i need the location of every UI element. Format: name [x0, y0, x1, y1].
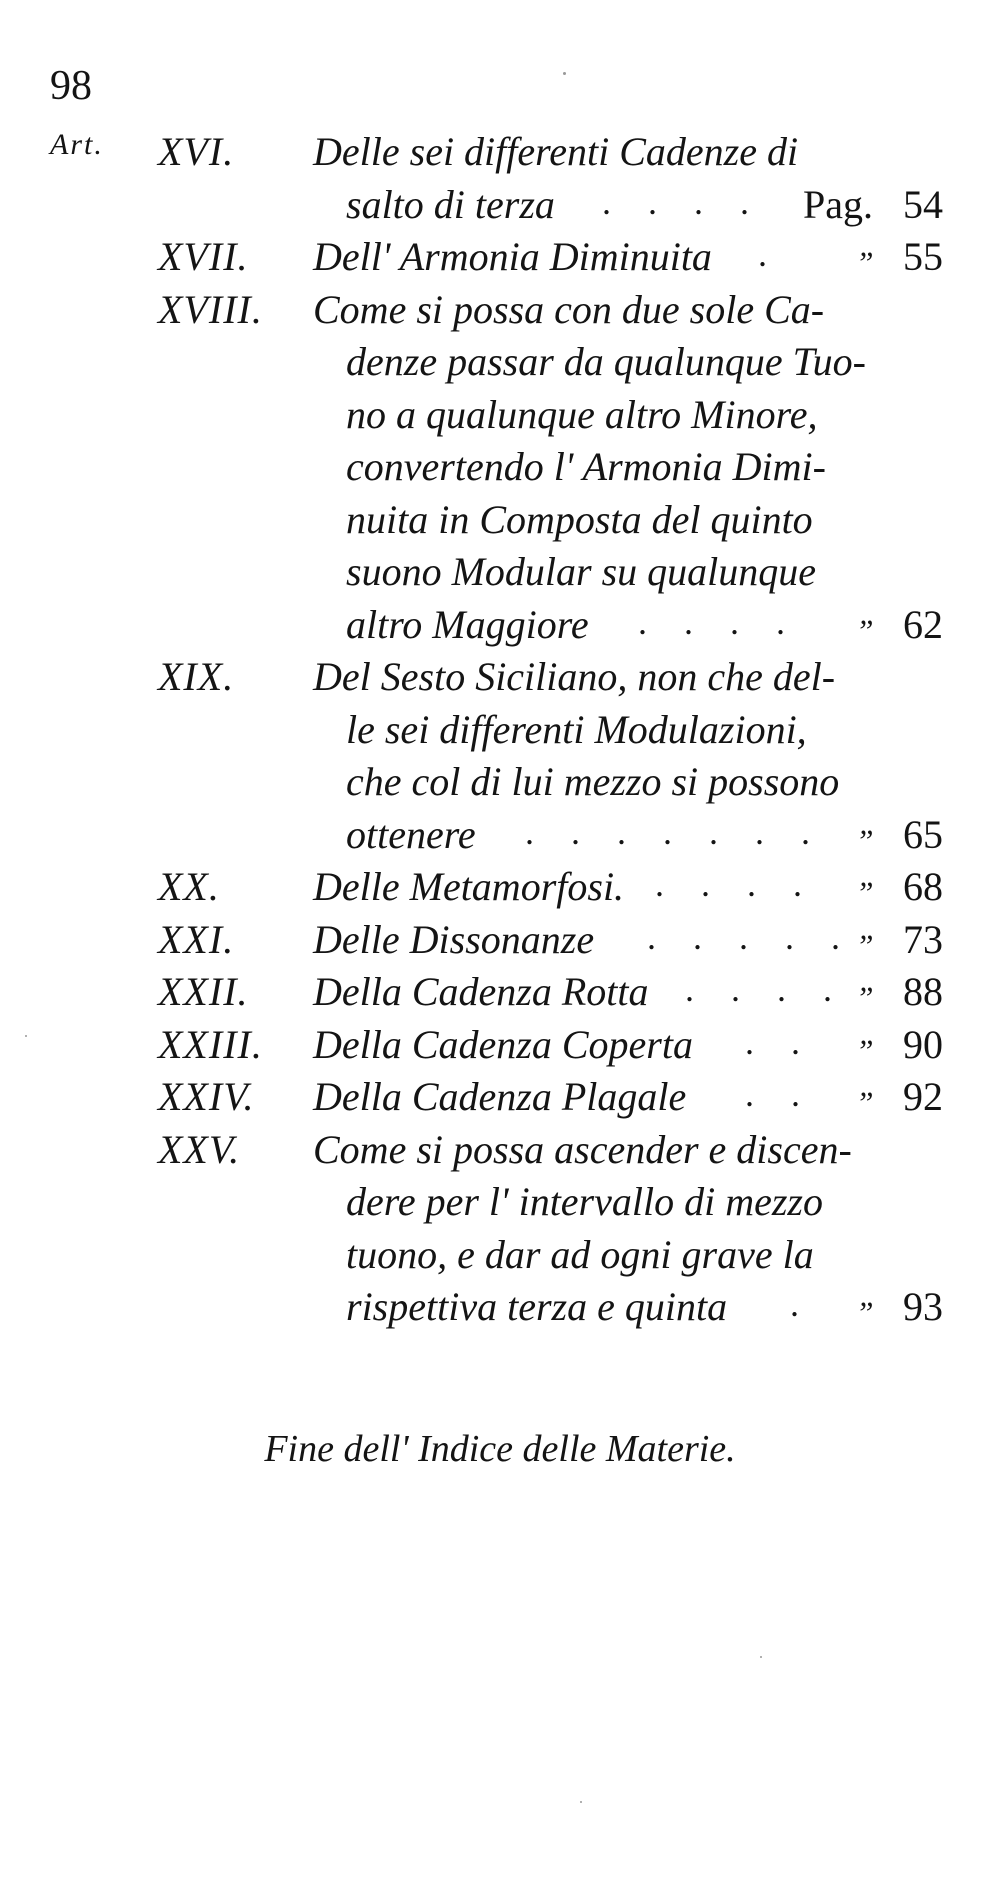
ditto-mark: „ [859, 1014, 877, 1051]
ditto-mark: „ [859, 804, 877, 841]
ditto-mark: „ [859, 1277, 877, 1313]
entry-roman-numeral: XXV. [158, 1126, 241, 1172]
entry-roman-numeral: XXIV. [158, 1074, 255, 1119]
entry-title-line: rispettiva terza e quinta [346, 1284, 728, 1329]
entry-page-number: 73 [903, 916, 943, 962]
ditto-mark: „ [859, 909, 877, 946]
paper-speck [25, 1035, 27, 1037]
paper-speck [563, 72, 566, 75]
entry-page-number: 92 [903, 1074, 943, 1119]
entry-roman-numeral: XXII. [158, 969, 249, 1014]
entry-roman-numeral: XVIII. [158, 286, 263, 332]
leader-dots: . . [745, 1021, 814, 1062]
entry-title-line: dere per l' intervallo di mezzo [346, 1179, 823, 1224]
pag-label: Pag. [803, 181, 873, 227]
entry-roman-numeral: XXIII. [158, 1021, 263, 1067]
entry-page-number: 65 [903, 811, 943, 857]
entry-title-line: ottenere [346, 811, 476, 857]
entry-roman-numeral: XVII. [158, 234, 249, 279]
entry-title-line: tuono, e dar ad ogni grave la [346, 1231, 814, 1277]
page-number: 98 [50, 63, 92, 109]
entry-title-line: convertendo l' Armonia Dimi- [346, 444, 826, 489]
entry-roman-numeral: XXI. [158, 916, 235, 962]
entry-title-line: Della Cadenza Plagale [313, 1074, 687, 1119]
entry-title-line: Delle Dissonanze [313, 916, 595, 962]
leader-dots: . . . . . [647, 916, 854, 957]
entry-page-number: 90 [903, 1021, 943, 1067]
leader-dots: . [758, 234, 781, 274]
entry-roman-numeral: XVI. [158, 129, 235, 174]
entry-page-number: 55 [903, 234, 943, 279]
entry-title-line: nuita in Composta del quinto [346, 496, 813, 542]
entry-title-line: Dell' Armonia Diminuita [313, 234, 712, 279]
entry-page-number: 54 [903, 181, 943, 227]
ditto-mark: „ [859, 962, 877, 998]
leader-dots: . . . . [602, 181, 763, 222]
entry-title-line: suono Modular su qualunque [346, 549, 816, 594]
art-label: Art. [50, 128, 104, 161]
entry-roman-numeral: XIX. [158, 654, 235, 699]
entry-title-line: altro Maggiore [346, 601, 589, 647]
ditto-mark: „ [859, 227, 877, 263]
paper-speck [760, 1656, 762, 1658]
entry-title-line: Della Cadenza Rotta [313, 969, 649, 1014]
entry-title-line: denze passar da qualunque Tuo- [346, 339, 866, 384]
entry-title-line: Della Cadenza Coperta [313, 1021, 693, 1067]
entry-page-number: 93 [903, 1284, 943, 1329]
entry-page-number: 62 [903, 601, 943, 647]
entry-title-line: Delle sei differenti Cadenze di [313, 129, 799, 174]
closing-line: Fine dell' Indice delle Materie. [264, 1428, 736, 1470]
leader-dots: . . . . [655, 864, 816, 904]
leader-dots: . . . . . . . [525, 811, 824, 852]
entry-page-number: 88 [903, 969, 943, 1014]
entry-title-line: salto di terza [346, 181, 555, 227]
paper-speck [580, 1801, 582, 1803]
entry-roman-numeral: XX. [158, 864, 220, 909]
ditto-mark: „ [859, 857, 877, 893]
entry-title-line: le sei differenti Modulazioni, [346, 706, 807, 752]
leader-dots: . . . . [638, 601, 799, 642]
entry-page-number: 68 [903, 864, 943, 909]
entry-title-line: Delle Metamorfosi. [313, 864, 625, 909]
entry-title-line: Del Sesto Siciliano, non che del- [313, 654, 836, 699]
leader-dots: . [790, 1284, 813, 1324]
entry-title-line: no a qualunque altro Minore, [346, 391, 818, 437]
entry-title-line: che col di lui mezzo si possono [346, 759, 840, 804]
ditto-mark: „ [859, 1067, 877, 1103]
ditto-mark: „ [859, 594, 877, 631]
leader-dots: . . [745, 1074, 814, 1114]
leader-dots: . . . . [685, 969, 846, 1009]
entry-title-line: Come si possa con due sole Ca- [313, 286, 825, 332]
entry-title-line: Come si possa ascender e discen- [313, 1126, 852, 1172]
